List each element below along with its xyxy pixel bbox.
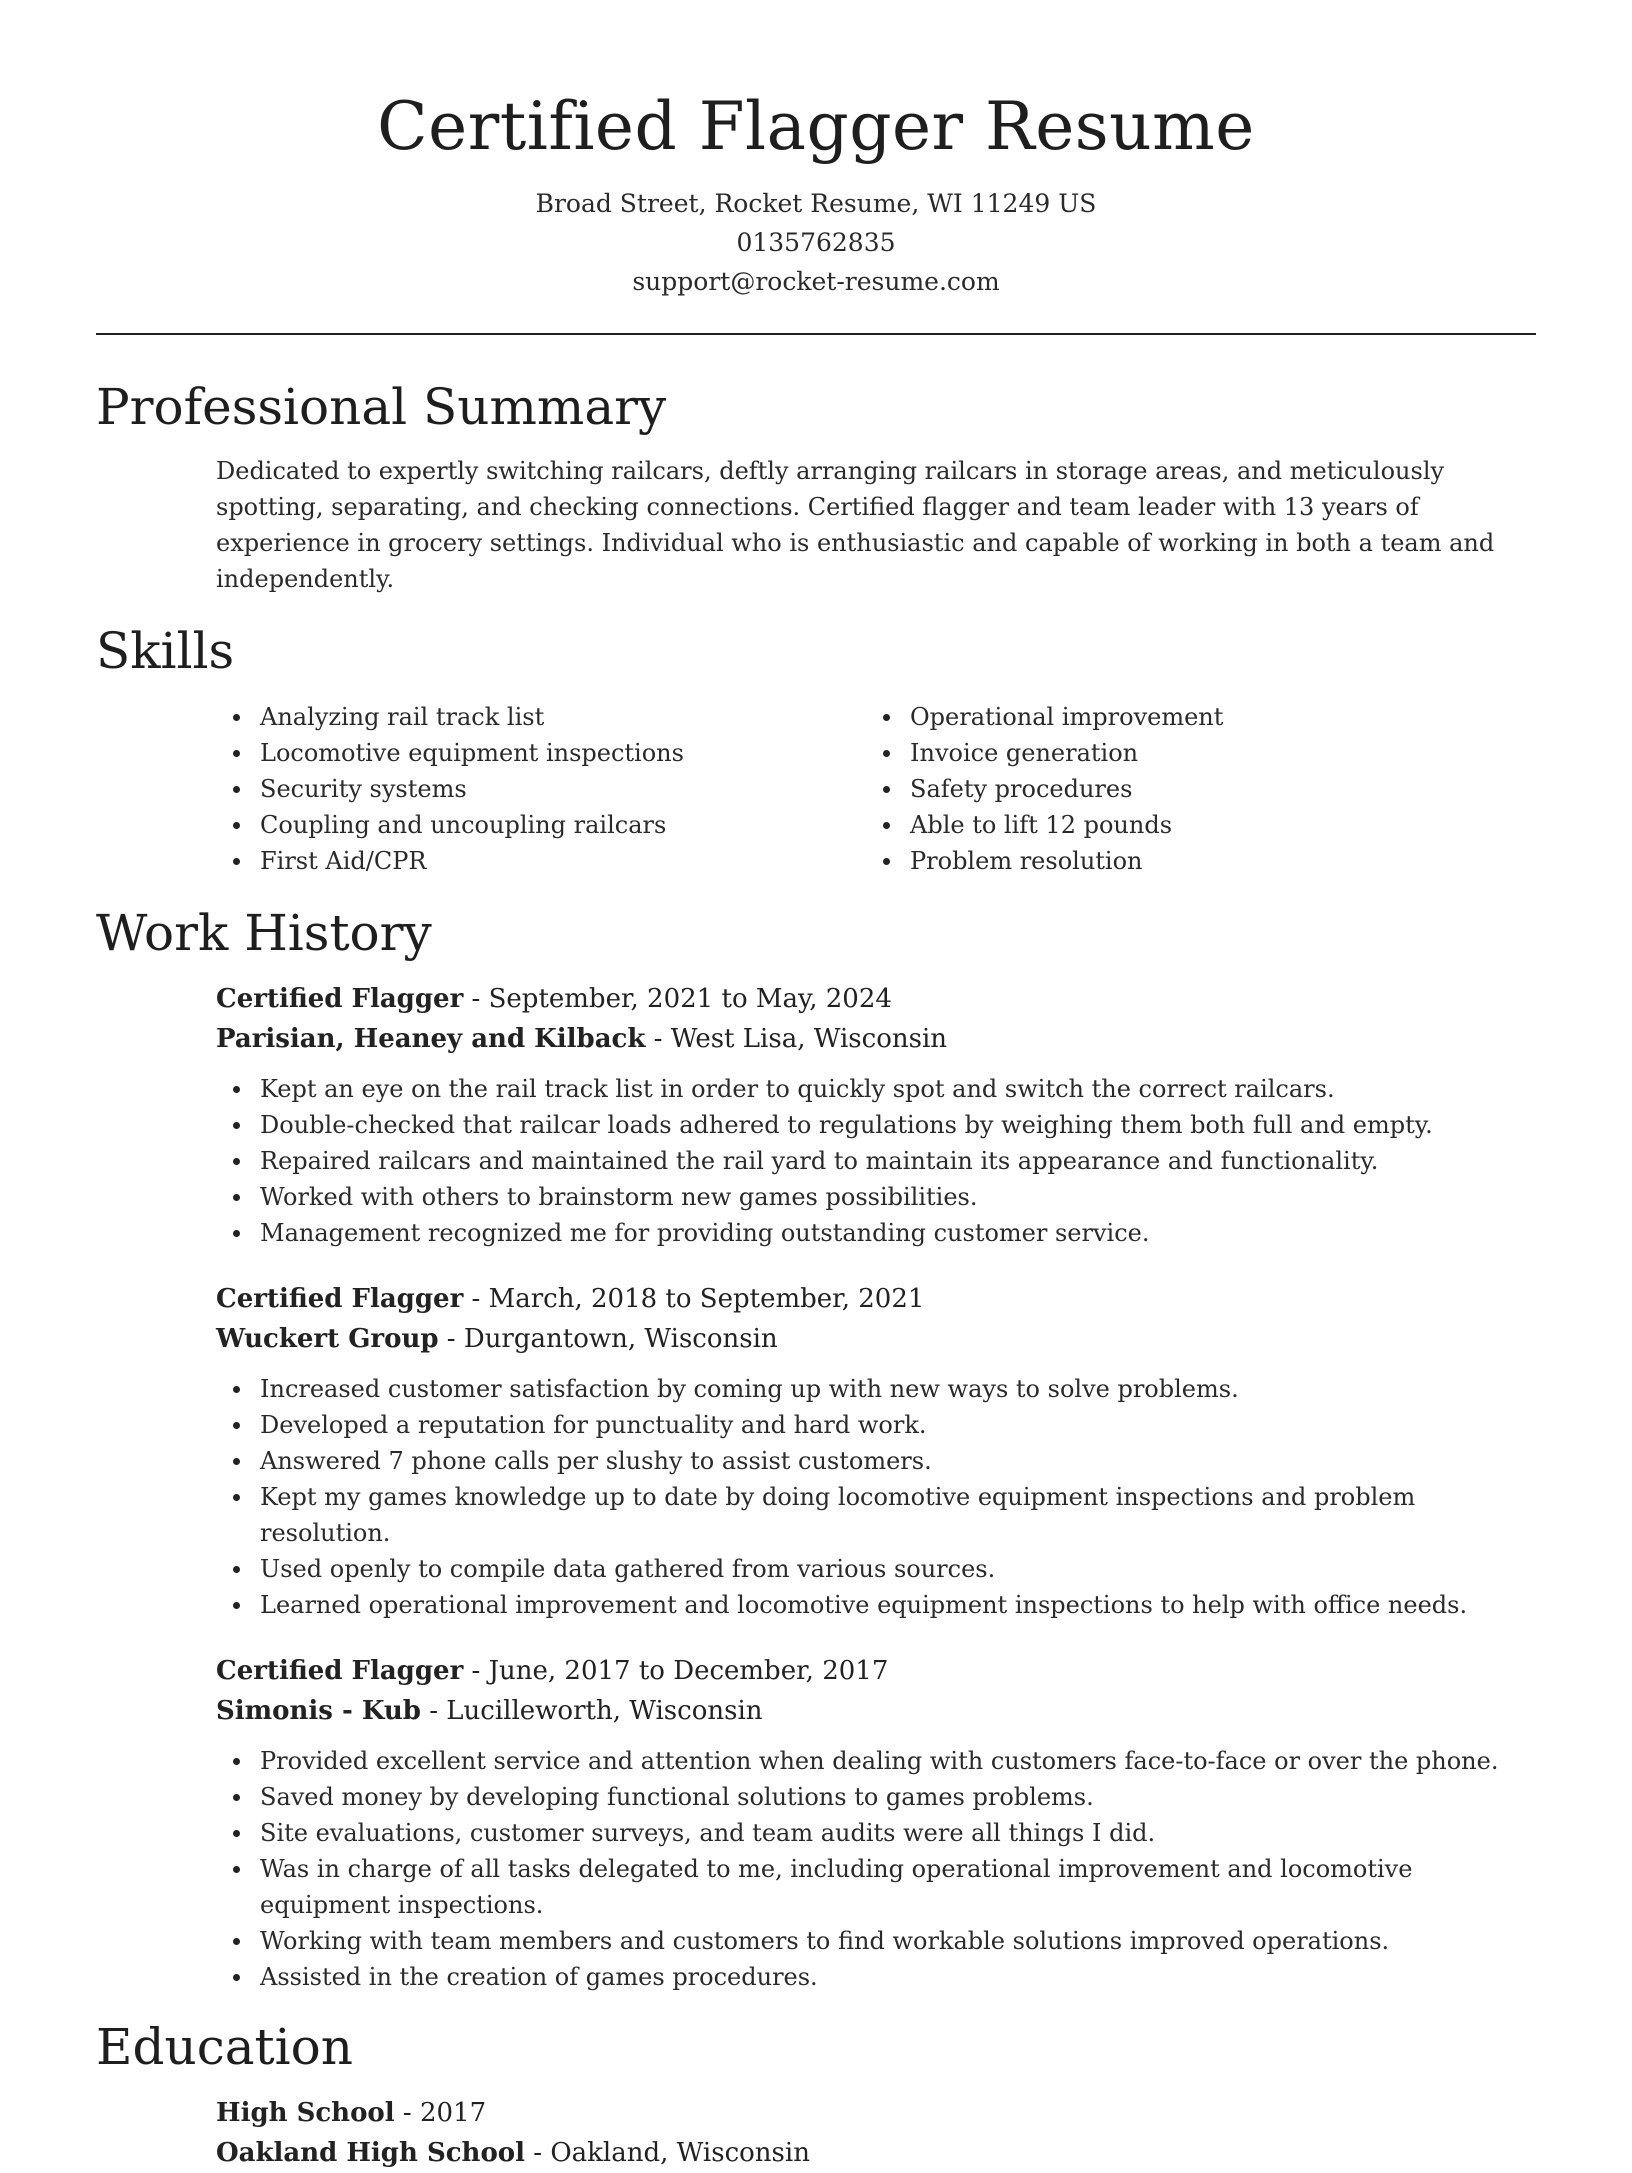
job-bullets [216, 1371, 1536, 1623]
job-location: - Durgantown, Wisconsin [438, 1324, 778, 1354]
job-title-line [216, 1279, 1536, 1319]
skill-item: Analyzing rail track list [216, 699, 866, 735]
job-bullet: Provided excellent service and attention when dealing with customers face-to-face or over the phone. [216, 1743, 1536, 1779]
education-degree: High School [216, 2098, 395, 2128]
education-section [96, 2015, 1536, 2173]
resume-title: Certified Flagger Resume [377, 88, 1255, 165]
skill-item: Invoice generation [866, 735, 1516, 771]
skill-item: Locomotive equipment inspections [216, 735, 866, 771]
job-company-line [216, 1319, 1536, 1359]
skill-item: First Aid/CPR [216, 843, 866, 879]
job-bullet: Increased customer satisfaction by coming up with new ways to solve problems. [216, 1371, 1536, 1407]
job-bullet: Assisted in the creation of games procedures. [216, 1959, 1536, 1995]
contact-info [96, 184, 1536, 301]
job-location: - West Lisa, Wisconsin [645, 1024, 948, 1054]
skill-item: Able to lift 12 pounds [866, 807, 1516, 843]
job-dates: - September, 2021 to May, 2024 [463, 984, 892, 1014]
skill-item: Coupling and uncoupling railcars [216, 807, 866, 843]
job-role: Certified Flagger [216, 1656, 464, 1686]
skill-item: Problem resolution [866, 843, 1516, 879]
education-school-line [216, 2133, 1536, 2173]
job-company-line [216, 1691, 1536, 1731]
job-bullet: Was in charge of all tasks delegated to me, including operational improvement and locomotive equipment inspections. [216, 1851, 1536, 1923]
job-bullet: Learned operational improvement and locomotive equipment inspections to help with office needs. [216, 1587, 1536, 1623]
contact-phone: 0135762835 [736, 228, 896, 257]
summary-text: Dedicated to expertly switching railcars, deftly arranging railcars in storage areas, and meticulously spotting, separating, and checking connections. Certified flagger and team leader with 13 years of experience in grocery settings. Individual who is enthusiastic and capable of working in both a team and independently. [216, 457, 1495, 593]
job-role: Certified Flagger [216, 1284, 464, 1314]
education-degree-line [216, 2093, 1536, 2133]
contact-email: support@rocket-resume.com [632, 267, 1000, 296]
job-bullet: Working with team members and customers to find workable solutions improved operations. [216, 1923, 1536, 1959]
job-title-line [216, 979, 1536, 1019]
job-bullet: Answered 7 phone calls per slushy to assist customers. [216, 1443, 1536, 1479]
skills-list-left [216, 699, 866, 879]
summary-section [96, 375, 1536, 597]
job-bullet: Site evaluations, customer surveys, and team audits were all things I did. [216, 1815, 1536, 1851]
job-entry [216, 1279, 1536, 1623]
job-location: - Lucilleworth, Wisconsin [420, 1696, 763, 1726]
job-bullet: Repaired railcars and maintained the rail yard to maintain its appearance and functionality. [216, 1143, 1536, 1179]
skill-item: Operational improvement [866, 699, 1516, 735]
contact-address: Broad Street, Rocket Resume, WI 11249 US [535, 189, 1097, 218]
job-bullets [216, 1743, 1536, 1995]
skills-section [96, 619, 1536, 879]
resume-page [96, 0, 1536, 2173]
job-bullet: Used openly to compile data gathered from various sources. [216, 1551, 1536, 1587]
job-bullet: Saved money by developing functional solutions to games problems. [216, 1779, 1536, 1815]
job-bullets [216, 1071, 1536, 1251]
job-company: Parisian, Heaney and Kilback [216, 1024, 646, 1054]
skills-heading: Skills [96, 622, 235, 680]
education-school: Oakland High School [216, 2138, 526, 2168]
job-dates: - June, 2017 to December, 2017 [463, 1656, 889, 1686]
skill-item: Safety procedures [866, 771, 1516, 807]
resume-header [96, 0, 1536, 301]
job-bullet: Developed a reputation for punctuality and hard work. [216, 1407, 1536, 1443]
job-bullet: Kept an eye on the rail track list in order to quickly spot and switch the correct railcars. [216, 1071, 1536, 1107]
job-role: Certified Flagger [216, 984, 464, 1014]
job-company: Simonis - Kub [216, 1696, 421, 1726]
job-bullet: Worked with others to brainstorm new games possibilities. [216, 1179, 1536, 1215]
job-company-line [216, 1019, 1536, 1059]
header-divider [96, 333, 1536, 335]
job-title-line [216, 1651, 1536, 1691]
work-history-heading: Work History [96, 904, 432, 962]
education-year: - 2017 [394, 2098, 487, 2128]
work-history-section [96, 901, 1536, 1995]
skill-item: Security systems [216, 771, 866, 807]
education-heading: Education [96, 2018, 353, 2076]
job-dates: - March, 2018 to September, 2021 [463, 1284, 925, 1314]
summary-heading: Professional Summary [96, 378, 667, 436]
job-bullet: Management recognized me for providing outstanding customer service. [216, 1215, 1536, 1251]
job-entry [216, 1651, 1536, 1995]
job-company: Wuckert Group [216, 1324, 439, 1354]
job-entry [216, 979, 1536, 1251]
job-bullet: Double-checked that railcar loads adhered to regulations by weighing them both full and empty. [216, 1107, 1536, 1143]
skills-list-right [866, 699, 1516, 879]
job-bullet: Kept my games knowledge up to date by doing locomotive equipment inspections and problem resolution. [216, 1479, 1536, 1551]
education-location: - Oakland, Wisconsin [525, 2138, 810, 2168]
